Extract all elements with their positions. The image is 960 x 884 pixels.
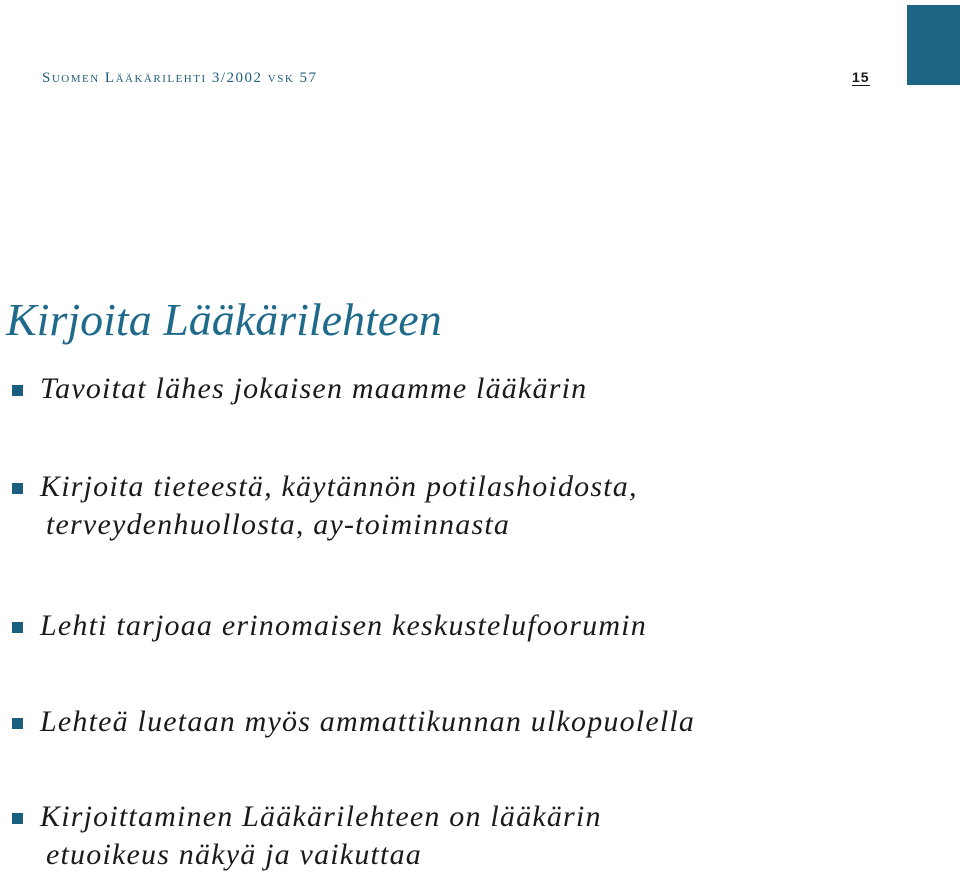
bullet-text bbox=[40, 607, 647, 645]
bullet-line: Kirjoita tieteestä, käytännön potilashoidosta, bbox=[40, 470, 638, 503]
running-header: Suomen Lääkärilehti 3/2002 vsk 57 bbox=[42, 70, 318, 86]
bullet-line: Lehteä luetaan myös ammattikunnan ulkopuolella bbox=[40, 705, 696, 738]
bullet-text bbox=[40, 468, 638, 544]
square-bullet-icon bbox=[12, 718, 23, 729]
bullet-text bbox=[40, 703, 695, 741]
square-bullet-icon bbox=[12, 483, 23, 494]
bullet-line: Lehti tarjoaa erinomaisen keskustelufoorumin bbox=[40, 609, 647, 642]
bullet-line: terveydenhuollosta, ay-toiminnasta bbox=[46, 508, 511, 541]
bullet-line: etuoikeus näkyä ja vaikuttaa bbox=[46, 838, 422, 871]
page-title: Kirjoita Lääkärilehteen bbox=[6, 294, 442, 345]
bullet-line: Kirjoittaminen Lääkärilehteen on lääkärin bbox=[40, 800, 602, 833]
square-bullet-icon bbox=[12, 622, 23, 633]
corner-color-block bbox=[907, 5, 960, 85]
bullet-text bbox=[40, 370, 587, 408]
page-number: 15 bbox=[852, 69, 870, 85]
square-bullet-icon bbox=[12, 385, 23, 396]
bullet-text bbox=[40, 798, 602, 874]
square-bullet-icon bbox=[12, 813, 23, 824]
bullet-line: Tavoitat lähes jokaisen maamme lääkärin bbox=[40, 372, 588, 405]
